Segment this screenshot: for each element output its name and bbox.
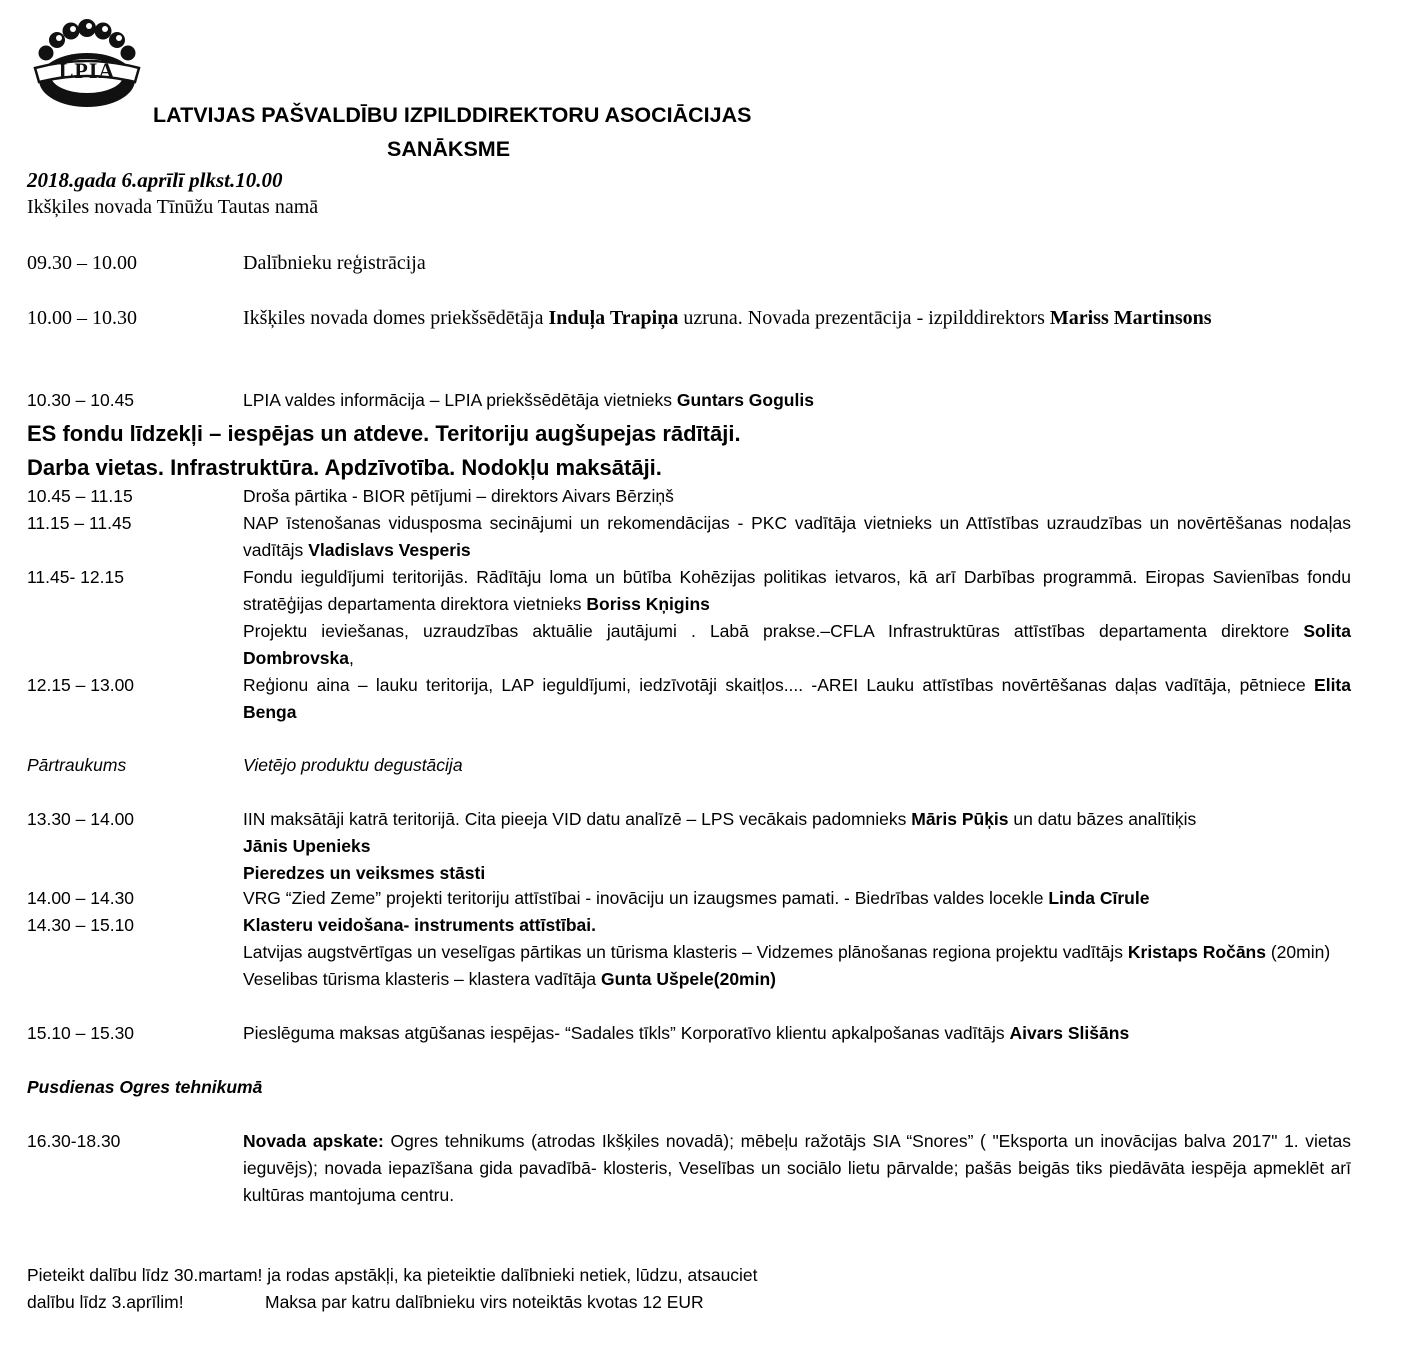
agenda-time: 12.15 – 13.00 <box>27 675 135 695</box>
agenda-text: IIN maksātāji katrā teritorijā. Cita pieeja VID datu analīzē – LPS vecākais padomnieks Māris Pūķis un datu bāzes analītiķis Jānis Upenieks Pieredzes un veiksmes stāsti <box>243 809 1197 883</box>
agenda-text: Pieslēguma maksas atgūšanas iespējas- “Sadales tīkls” Korporatīvo klientu apkalpošanas vadītājs Aivars Slišāns <box>243 1023 1130 1043</box>
speaker-name: Boriss Kņigins <box>586 594 710 614</box>
agenda-row <box>27 672 1351 726</box>
lpia-logo <box>31 18 143 110</box>
agenda-row <box>27 249 1351 278</box>
speaker-name: Solita Dombrovska <box>243 621 1351 668</box>
logo-text: LPIA <box>58 58 116 83</box>
agenda-row <box>27 1128 1351 1209</box>
agenda-time: 09.30 – 10.00 <box>27 252 137 274</box>
agenda-row-break <box>27 752 1351 779</box>
agenda-text: Klasteru veidošana- instruments attīstībai. Latvijas augstvērtīgas un veselīgas pārtikas un tūrisma klasteris – Vidzemes plānošanas regiona projektu vadītājs Kristaps Ročāns (20min) Veselibas tūrisma klasteris – klastera vadītāja Gunta Ušpele(20min) <box>243 915 1331 989</box>
agenda-row <box>27 387 1351 414</box>
agenda-row <box>27 510 1351 564</box>
agenda-time: 11.45- 12.15 <box>27 567 124 587</box>
agenda-text: Dalībnieku reģistrācija <box>243 252 426 274</box>
agenda-time: 16.30-18.30 <box>27 1131 121 1151</box>
agenda-text: Fondu ieguldījumi teritorijās. Rādītāju loma un būtība Kohēzijas politikas ietvaros, kā arī Darbības programmā. Eiropas Savienības fondu stratēģijas departamenta direktora vietnieks Boriss Kņigins Projektu ieviešanas, uzraudzības aktuālie jautājumi . Labā prakse.–CFLA Infrastruktūras attīstības departamenta direktore Solita Dombrovska, <box>243 567 1351 668</box>
speaker-name: Guntars Gogulis <box>676 390 814 410</box>
agenda-time: 10.00 – 10.30 <box>27 307 137 329</box>
meeting-date: 2018.gada 6.aprīlī plkst.10.00 <box>27 168 283 192</box>
agenda-time: 15.10 – 15.30 <box>27 1023 135 1043</box>
agenda-text: NAP īstenošanas vidusposma secinājumi un rekomendācijas - PKC vadītāja vietnieks un Attīstības uzraudzības un novērtēšanas nodaļas vadītājs Vladislavs Vesperis <box>243 513 1351 560</box>
agenda-text: Vietējo produktu degustācija <box>243 755 463 775</box>
speaker-name: Kristaps Ročāns <box>1127 942 1266 962</box>
title-line-1: LATVIJAS PAŠVALDĪBU IZPILDDIREKTORU ASOCIĀCIJAS <box>153 103 752 127</box>
speaker-name: Māris Pūķis <box>911 809 1009 829</box>
agenda-time: Pārtraukums <box>27 755 127 775</box>
agenda-time: 10.45 – 11.15 <box>27 486 133 506</box>
agenda-time: 13.30 – 14.00 <box>27 809 135 829</box>
speaker-name: Elita Benga <box>243 675 1351 722</box>
subsection-title: Pieredzes un veiksmes stāsti <box>243 863 486 883</box>
agenda-time: 10.30 – 10.45 <box>27 390 135 410</box>
title-line-2: SANĀKSME <box>387 137 511 161</box>
agenda-time: 11.15 – 11.45 <box>27 513 132 533</box>
agenda-row <box>27 912 1351 993</box>
agenda-time: 14.30 – 15.10 <box>27 915 135 935</box>
registration-deadline: dalību līdz 3.aprīlim! <box>27 1292 184 1312</box>
agenda-time: 14.00 – 14.30 <box>27 888 135 908</box>
section-heading-1: ES fondu līdzekļi – iespējas un atdeve. Teritoriju augšupejas rādītāji. <box>27 421 741 446</box>
speaker-name: Jānis Upenieks <box>243 836 371 856</box>
meeting-venue: Ikšķiles novada Tīnūžu Tautas namā <box>27 196 319 218</box>
agenda-text: LPIA valdes informācija – LPIA priekšsēdētāja vietnieks Guntars Gogulis <box>243 390 814 410</box>
agenda-text: VRG “Zied Zeme” projekti teritoriju attīstībai - inovāciju un izaugsmes pamati. - Biedrības valdes locekle Linda Cīrule <box>243 888 1150 908</box>
speaker-name: Induļa Trapiņa <box>548 307 679 329</box>
agenda-text: Reģionu aina – lauku teritorija, LAP ieguldījumi, iedzīvotāji skaitļos.... -AREI Lauku attīstības novērtēšanas daļas vadītāja, pētniece Elita Benga <box>243 675 1351 722</box>
subsection-title: Novada apskate: <box>243 1131 384 1151</box>
agenda-row <box>27 806 1351 887</box>
fee-note: Maksa par katru dalībnieku virs noteiktās kvotas 12 EUR <box>265 1292 704 1312</box>
agenda-row <box>27 483 1351 510</box>
agenda-text: Droša pārtika - BIOR pētījumi – direktors Aivars Bērziņš <box>243 486 674 506</box>
registration-note: Pieteikt dalību līdz 30.martam! ja rodas apstākļi, ka pieteiktie dalībnieki netiek, lūdzu, atsauciet <box>27 1265 758 1285</box>
subsection-title: Klasteru veidošana- instruments attīstībai. <box>243 915 597 935</box>
agenda-row <box>27 1020 1351 1047</box>
agenda-text: Novada apskate: Ogres tehnikums (atrodas Ikšķiles novadā); mēbeļu ražotājs SIA “Snores” ( "Eksporta un inovācijas balva 2017" 1. vietas ieguvējs); novada iepazīšana gida pavadībā- klosteris, Veselības un sociālo lietu pārvalde; pašās beigās tiks piedāvāta iespēja apmeklēt arī kultūras mantojuma centru. <box>243 1131 1351 1205</box>
agenda-row <box>27 564 1351 672</box>
speaker-name: Aivars Slišāns <box>1009 1023 1130 1043</box>
lunch-note: Pusdienas Ogres tehnikumā <box>27 1077 263 1097</box>
agenda-row <box>27 304 1351 333</box>
speaker-name: Vladislavs Vesperis <box>308 540 471 560</box>
agenda-row <box>27 885 1351 912</box>
speaker-name: Gunta Ušpele(20min) <box>600 969 776 989</box>
agenda-text: Ikšķiles novada domes priekšsēdētāja Induļa Trapiņa uzruna. Novada prezentācija - izpilddirektors Mariss Martinsons <box>243 307 1212 329</box>
speaker-name: Linda Cīrule <box>1048 888 1150 908</box>
speaker-name: Mariss Martinsons <box>1049 307 1212 329</box>
section-heading-2: Darba vietas. Infrastruktūra. Apdzīvotība. Nodokļu maksātāji. <box>27 455 662 480</box>
